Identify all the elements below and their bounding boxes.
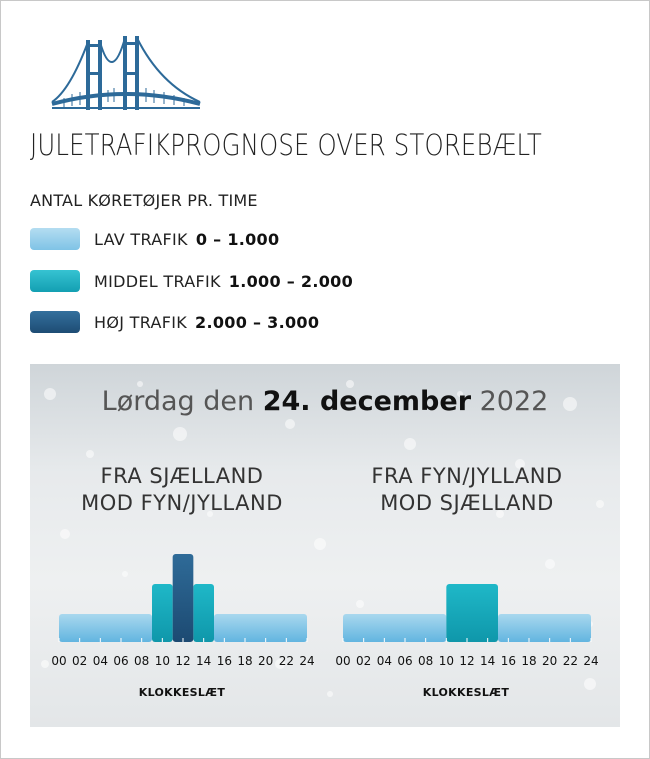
legend-label-medium: MIDDEL TRAFIK <box>94 271 221 291</box>
legend-range-medium: 1.000 – 2.000 <box>228 271 354 291</box>
x-tick-label-right-10: 10 <box>438 654 454 668</box>
date-heading <box>0 386 650 417</box>
chart-title-right-line2: MOD SJÆLLAND <box>380 491 554 515</box>
x-tick-label-left-24: 24 <box>299 654 315 668</box>
x-tick-label-left-20: 20 <box>258 654 274 668</box>
x-tick-label-left-04: 04 <box>92 654 108 668</box>
x-tick-label-left-08: 08 <box>134 654 150 668</box>
legend-title: ANTAL KØRETØJER PR. TIME <box>30 191 258 210</box>
x-tick-label-left-18: 18 <box>237 654 253 668</box>
legend-label-low: LAV TRAFIK <box>94 229 188 249</box>
date-year: 2022 <box>479 386 549 417</box>
x-tick-label-left-22: 22 <box>278 654 294 668</box>
x-tick-label-left-02: 02 <box>72 654 88 668</box>
legend-swatch-high <box>30 311 80 333</box>
chart-title-left-line2: MOD FYN/JYLLAND <box>81 491 283 515</box>
x-tick-label-right-00: 00 <box>335 654 351 668</box>
x-tick-label-right-02: 02 <box>356 654 372 668</box>
legend-item-low <box>30 227 279 251</box>
legend-range-high: 2.000 – 3.000 <box>195 312 320 332</box>
legend-item-high <box>30 310 319 334</box>
chart-title-right-line1: FRA FYN/JYLLAND <box>371 464 563 488</box>
date-day: 24. december <box>262 386 472 417</box>
x-tick-label-right-12: 12 <box>459 654 475 668</box>
x-tick-label-right-24: 24 <box>583 654 599 668</box>
chart-title-right <box>337 463 597 517</box>
x-tick-label-right-04: 04 <box>376 654 392 668</box>
chart-title-left-line1: FRA SJÆLLAND <box>100 464 264 488</box>
forecast-panel <box>30 364 620 727</box>
x-tick-label-right-18: 18 <box>521 654 537 668</box>
date-prefix: Lørdag den <box>101 386 255 417</box>
x-tick-label-left-12: 12 <box>175 654 191 668</box>
legend-range-low: 0 – 1.000 <box>195 229 280 249</box>
legend-label-high: HØJ TRAFIK <box>94 312 188 332</box>
x-axis-label-right: KLOKKESLÆT <box>422 686 510 699</box>
x-tick-label-left-16: 16 <box>216 654 232 668</box>
x-tick-label-left-06: 06 <box>113 654 129 668</box>
x-tick-label-right-14: 14 <box>480 654 496 668</box>
x-tick-label-right-06: 06 <box>397 654 413 668</box>
legend-swatch-medium <box>30 270 80 292</box>
x-tick-label-left-10: 10 <box>154 654 170 668</box>
legend-item-medium <box>30 269 353 293</box>
page-title: JULETRAFIKPROGNOSE OVER STOREBÆLT <box>30 128 542 162</box>
x-tick-label-right-20: 20 <box>542 654 558 668</box>
bridge-logo-icon <box>50 32 202 112</box>
x-tick-label-left-00: 00 <box>51 654 67 668</box>
x-tick-label-left-14: 14 <box>196 654 212 668</box>
x-tick-label-right-08: 08 <box>418 654 434 668</box>
snow-background <box>30 364 620 727</box>
x-tick-label-right-22: 22 <box>562 654 578 668</box>
chart-title-left <box>52 463 312 517</box>
x-axis-label-left: KLOKKESLÆT <box>138 686 226 699</box>
legend-swatch-low <box>30 228 80 250</box>
x-tick-label-right-16: 16 <box>500 654 516 668</box>
